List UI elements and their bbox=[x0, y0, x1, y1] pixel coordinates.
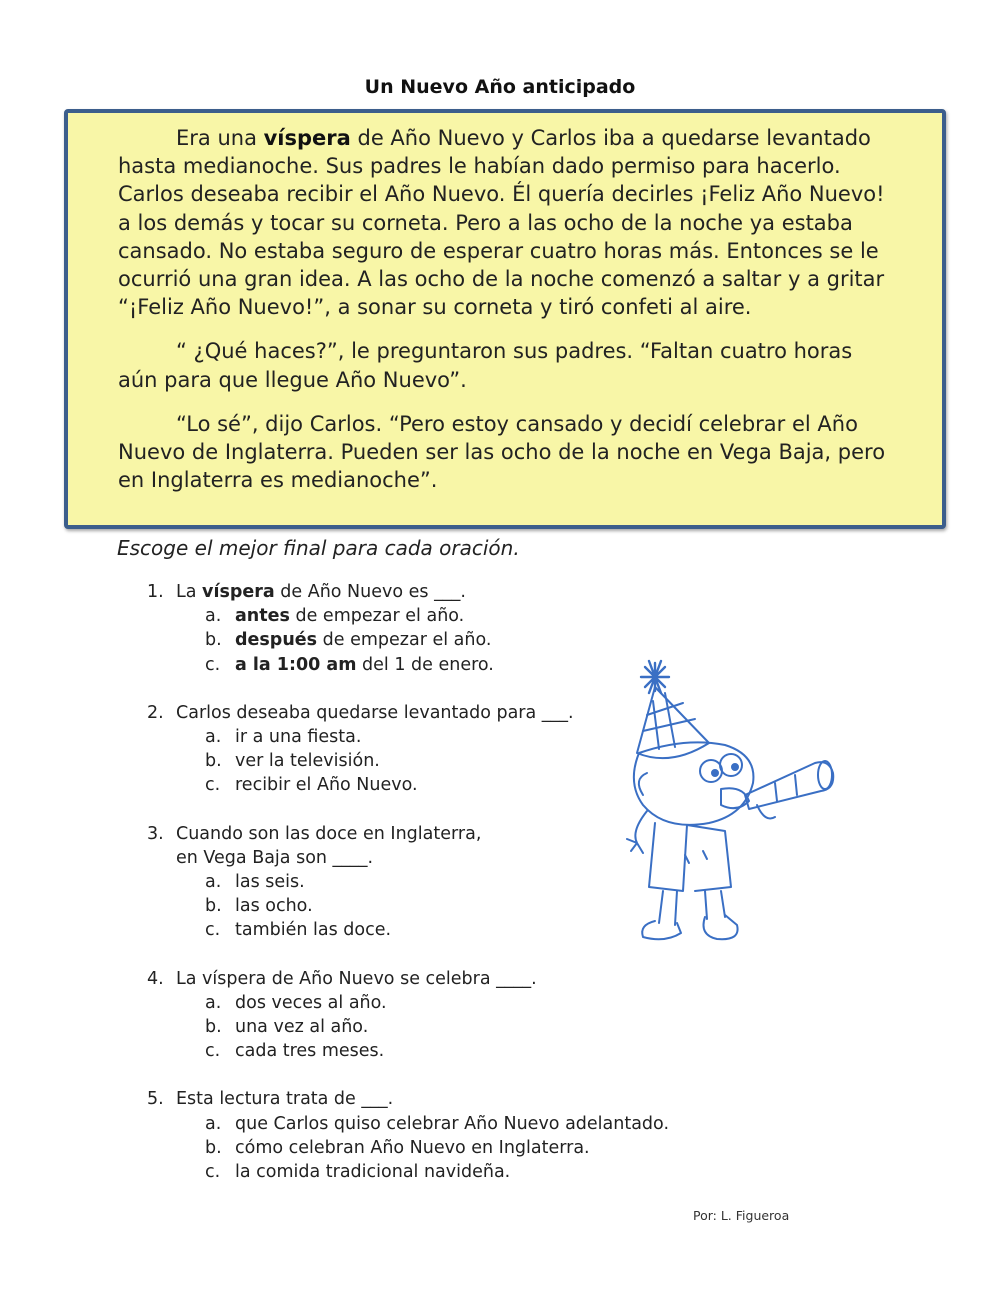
answer-option[interactable]: a. dos veces al año. bbox=[205, 992, 387, 1013]
question-stem: Esta lectura trata de ___. bbox=[176, 1089, 394, 1110]
worksheet-title: Un Nuevo Año anticipado bbox=[364, 76, 636, 98]
answer-option[interactable]: b. después de empezar el año. bbox=[205, 630, 492, 651]
question-stem: La víspera de Año Nuevo se celebra ____. bbox=[176, 968, 537, 989]
party-boy-blowing-horn-icon bbox=[625, 655, 845, 955]
keyword-vispera: víspera bbox=[263, 126, 351, 150]
question-stem: Cuando son las doce en Inglaterra, bbox=[176, 823, 482, 844]
answer-option[interactable]: c. la comida tradicional navideña. bbox=[205, 1162, 511, 1183]
answer-option[interactable]: b. cómo celebran Año Nuevo en Inglaterra. bbox=[205, 1137, 590, 1158]
question-stem: La víspera de Año Nuevo es ___. bbox=[176, 582, 466, 602]
answer-option[interactable]: b. ver la televisión. bbox=[205, 751, 380, 772]
question-1: 1. La víspera de Año Nuevo es ___. a. antes de empezar el año. b. después de empezar el año. c. a la 1:00 am del 1 de enero. bbox=[147, 580, 787, 677]
answer-option[interactable]: c. cada tres meses. bbox=[205, 1041, 385, 1062]
question-stem-line-2: en Vega Baja son ____. bbox=[176, 847, 374, 868]
answer-option[interactable]: a. las seis. bbox=[205, 872, 305, 893]
answer-option[interactable]: a. ir a una fiesta. bbox=[205, 727, 362, 748]
answer-option[interactable]: c. a la 1:00 am del 1 de enero. bbox=[205, 654, 494, 675]
answer-option[interactable]: b. una vez al año. bbox=[205, 1017, 369, 1038]
story-box bbox=[64, 109, 946, 529]
story-paragraph-3: “Lo sé”, dijo Carlos. “Pero estoy cansado y decidí celebrar el Año Nuevo de Inglaterra. Pueden ser las ocho de la noche en Vega Baja, pero en Inglaterra es medianoche”. bbox=[118, 411, 886, 493]
shoe-right bbox=[704, 915, 738, 939]
question-2: 2. Carlos deseaba quedarse levantado para ___. a. ir a una fiesta. b. ver la televisión. c. recibir el Año Nuevo. bbox=[147, 701, 787, 798]
story-paragraph-1: Era una víspera de Año Nuevo y Carlos iba a quedarse levantado hasta medianoche. Sus padres le habían dado permiso para hacerlo. Carlos deseaba recibir el Año Nuevo. Él quería decirles ¡Feliz Año Nuevo! a los demás y tocar su corneta. Pero a las ocho de la noche ya estaba cansado. No estaba seguro de esperar cuatro horas más. Entonces se le ocurrió una gran idea. A las ocho de la noche comenzó a saltar y a gritar “¡Feliz Año Nuevo!”, a sonar su corneta y tiró confeti al aire. bbox=[118, 126, 885, 320]
question-5: 5. Esta lectura trata de ___. a. que Carlos quiso celebrar Año Nuevo adelantado. b. cómo celebran Año Nuevo en Inglaterra. c. la comida tradicional navideña. bbox=[147, 1087, 787, 1184]
answer-option[interactable]: b. las ocho. bbox=[205, 896, 313, 917]
question-4: 4. La víspera de Año Nuevo se celebra ____. a. dos veces al año. b. una vez al año. c. cada tres meses. bbox=[147, 967, 787, 1064]
author-credit: Por: L. Figueroa bbox=[693, 1208, 790, 1223]
party-hat bbox=[637, 687, 709, 758]
story-paragraph-2: “ ¿Qué haces?”, le preguntaron sus padres. “Faltan cuatro horas aún para que llegue Año Nuevo”. bbox=[118, 339, 853, 392]
question-stem: Carlos deseaba quedarse levantado para ___. bbox=[176, 702, 574, 723]
instructions: Escoge el mejor final para cada oración. bbox=[117, 536, 520, 560]
answer-option[interactable]: c. también las doce. bbox=[205, 920, 392, 941]
answer-option[interactable]: a. antes de empezar el año. bbox=[205, 606, 465, 627]
answer-option[interactable]: a. que Carlos quiso celebrar Año Nuevo adelantado. bbox=[205, 1113, 670, 1134]
answer-option[interactable]: c. recibir el Año Nuevo. bbox=[205, 775, 418, 796]
body bbox=[649, 823, 687, 891]
question-3: 3. Cuando son las doce en Inglaterra, en Vega Baja son ____. a. las seis. b. las ocho. c. también las doce. bbox=[147, 822, 787, 943]
